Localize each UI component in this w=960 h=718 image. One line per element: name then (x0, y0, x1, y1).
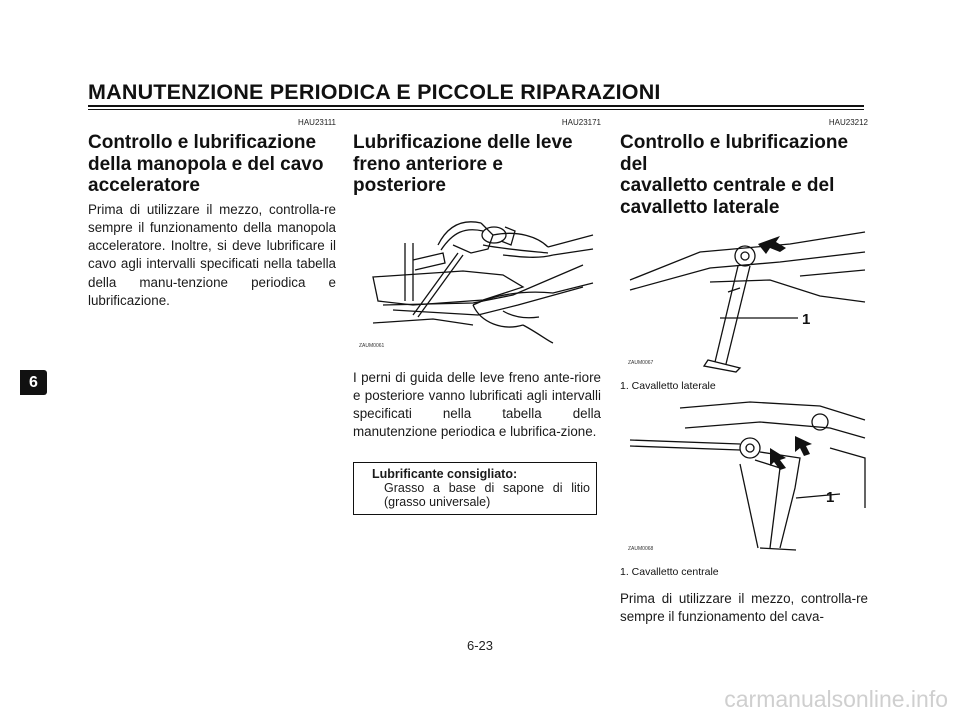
figure-caption: 1. Cavalletto centrale (620, 566, 719, 578)
watermark: carmanualsonline.info (724, 686, 948, 712)
callout-number: 1 (826, 489, 835, 506)
section-brake-levers (353, 118, 601, 515)
section-throttle (88, 118, 336, 310)
section-body: Prima di utilizzare il mezzo, controlla-re sempre il funzionamento della manopola acceleratore. Inoltre, si deve lubrificare il cavo agli intervalli specificati nella tabella della manu-tenzione periodica e lubrificazione. (88, 201, 336, 308)
section-body: Prima di utilizzare il mezzo, controlla-re sempre il funzionamento del cava- (620, 591, 868, 625)
section-body: I perni di guida delle leve freno ante-riore e posteriore vanno lubrificati agli intervalli specificati nella tabella della manutenzione periodica e lubrifica-zione. (353, 369, 601, 440)
recommended-lubricant-box (353, 462, 597, 515)
side-stand-drawing (620, 222, 868, 374)
section-code: HAU23171 (561, 118, 601, 127)
callout-number: 1 (802, 311, 811, 328)
section-stands (620, 118, 868, 627)
figure-code: ZAUM0067 (628, 360, 654, 366)
header-double-rule (88, 105, 864, 111)
page-number: 6-23 (466, 638, 494, 653)
section-heading: Lubrificazione delle leve freno anteriore e posteriore (353, 132, 573, 196)
section-heading: Controllo e lubrificazione della manopola e del cavo acceleratore (88, 132, 324, 196)
chapter-tab[interactable]: 6 (20, 370, 47, 395)
figure-caption: 1. Cavalletto laterale (620, 380, 716, 392)
section-heading: Controllo e lubrificazione del cavalletto centrale e del cavalletto laterale (620, 132, 849, 218)
brake-lever-drawing (353, 205, 601, 355)
center-stand-drawing (620, 398, 868, 560)
page-header-title: MANUTENZIONE PERIODICA E PICCOLE RIPARAZIONI (88, 80, 661, 104)
lubricant-value: Grasso a base di sapone di litio (grasso universale) (384, 480, 590, 509)
figure-code: ZAUM0068 (628, 546, 654, 552)
lubricant-title: Lubrificante consigliato: (372, 466, 518, 481)
center-stand-illustration (620, 398, 868, 560)
section-code: HAU23212 (828, 118, 868, 127)
figure-code: ZAUM0061 (359, 342, 385, 349)
side-stand-illustration (620, 222, 868, 374)
brake-lever-lubrication-illustration (353, 205, 601, 355)
section-code: HAU23111 (298, 118, 336, 127)
